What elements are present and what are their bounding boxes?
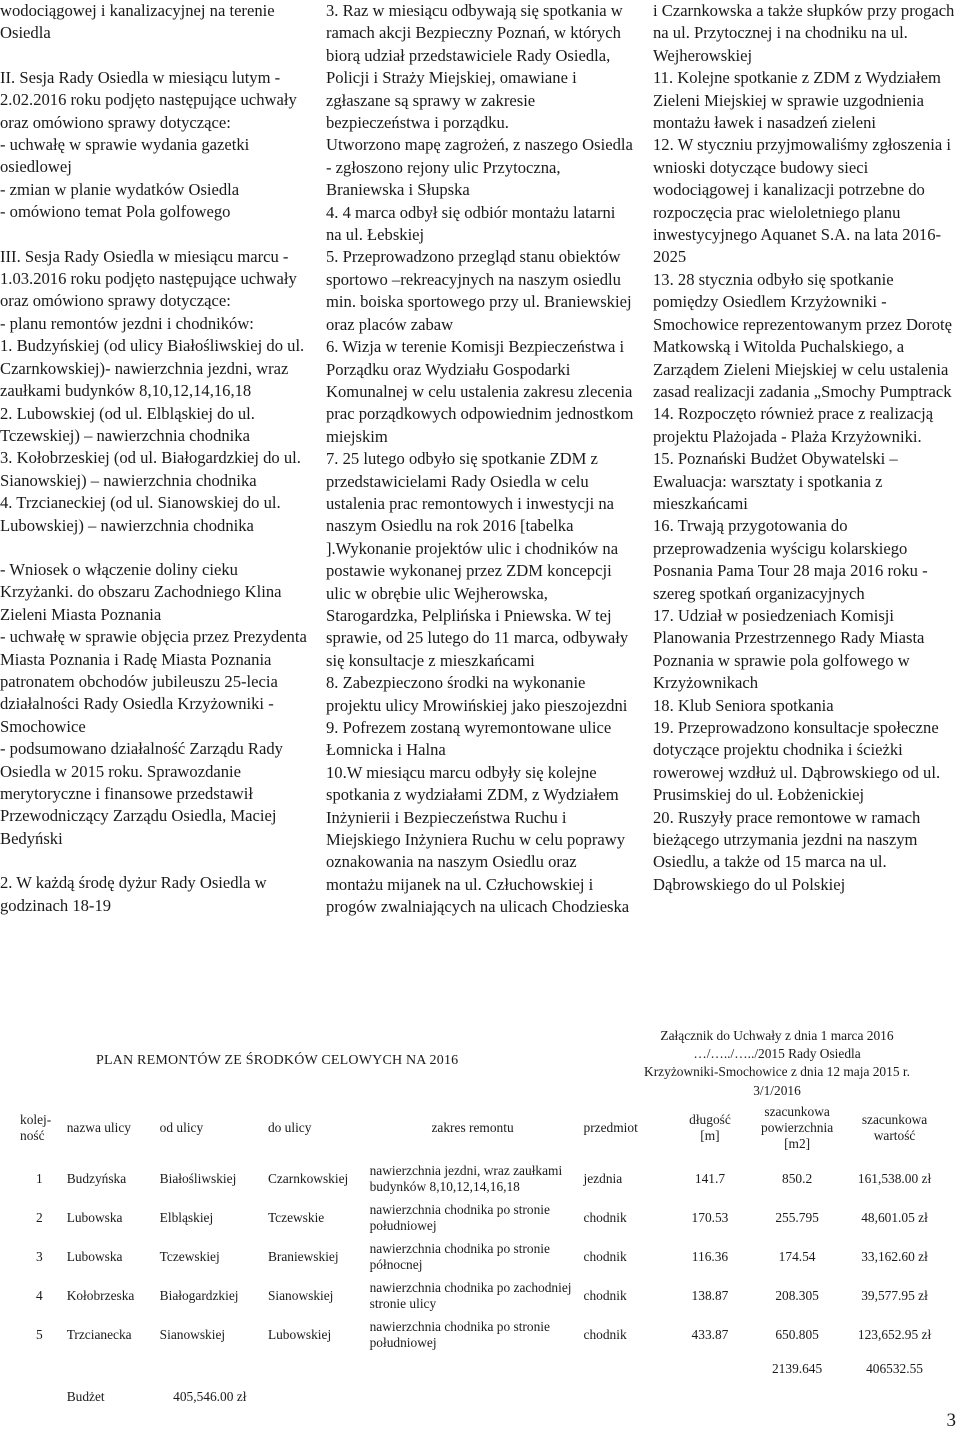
cell-street: Lubowska <box>66 1209 123 1225</box>
cell-value: 39,577.95 zł <box>861 1287 928 1303</box>
cell-from: Elbląskiej <box>159 1209 214 1225</box>
cell-value: 123,652.95 zł <box>857 1326 932 1342</box>
table-row <box>16 1198 946 1237</box>
table-header-row <box>16 1097 946 1159</box>
cell-from: Białogardzkiej <box>159 1287 239 1303</box>
cell-empty <box>16 1384 63 1410</box>
paragraph: i Czarnkowska a także słupków przy progach na ul. Przytocznej i na chodniku na ul. Wejherowskiej <box>653 1 955 65</box>
cell-to: Braniewskiej <box>267 1248 339 1264</box>
cell-to: Tczewskie <box>267 1209 325 1225</box>
paragraph: 2. W każdą środę dyżur Rady Osiedla w godzinach 18-19 <box>0 873 267 915</box>
cell-street: Kołobrzeska <box>66 1287 135 1303</box>
cell-order: 4 <box>35 1287 43 1303</box>
cell-empty <box>669 1354 751 1384</box>
header-area: szacunkowa powierzchnia [m2] <box>761 1104 834 1151</box>
annex-note: Załącznik do Uchwały z dnia 1 marca 2016 …/…../…../2015 Rady Osiedla Krzyżowniki-Smochowice z dnia 12 maja 2015 r. 3/1/2016 <box>644 1028 910 1098</box>
cell-empty <box>264 1384 366 1410</box>
column-right <box>653 0 959 896</box>
cell-street: Lubowska <box>66 1248 123 1264</box>
paragraph: 19. Przeprowadzono konsultacje społeczne dotyczące projektu chodnika i ścieżki rowerowej wzdłuż ul. Dąbrowskiego od ul. Prusimskiej do ul. Łobżenickiej <box>653 718 941 805</box>
cell-scope: nawierzchnia chodnika po stronie południowej <box>369 1318 550 1350</box>
cell-area: 650.805 <box>775 1326 819 1342</box>
cell-scope: nawierzchnia chodnika po zachodniej stronie ulicy <box>369 1279 572 1311</box>
paragraph: 5. Przeprowadzono przegląd stanu obiektów sportowo –rekreacyjnych na naszym osiedlu min. boiska sportowego przy ul. Braniewskiej oraz placów zabaw <box>326 247 632 334</box>
paragraph: 6. Wizja w terenie Komisji Bezpieczeństwa i Porządku oraz Wydziału Gospodarki Komunalnej w celu ustalenia zakresu zlecenia prac porządkowych odpowiednim jednostkom miejskim <box>326 337 634 446</box>
paragraph: 7. 25 lutego odbyło się spotkanie ZDM z przedstawicielami Rady Osiedla w celu ustalenia prac remontowych i inwestycji na naszym Osiedlu na rok 2016 [tabelka ].Wykonanie projektów ulic i chodników na postawie wykonanej przez ZDM koncepcji ulic w obrębie ulic Wejherowska, Starogardzka, Pelplińska i Pniewska. W tej sprawie, od 25 lutego do 11 marca, odbywały się konsultacje z mieszkańcami <box>326 449 629 670</box>
paragraph: 15. Poznański Budżet Obywatelski – Ewaluacja: warsztaty i spotkania z mieszkańcami <box>653 449 898 513</box>
paragraph: 3. Raz w miesiącu odbywają się spotkania w ramach akcji Bezpieczny Poznań, w których biorą udział przedstawiciele Rady Osiedla, Policji i Straży Miejskiej, omawiane i zgłaszane są sprawy w zakresie bezpieczeństwa i porządku. <box>326 1 623 133</box>
cell-empty <box>751 1384 843 1410</box>
cell-length: 433.87 <box>691 1326 729 1342</box>
paragraph-gap <box>0 850 308 872</box>
cell-from: Białośliwskiej <box>159 1170 237 1186</box>
cell-from: Sianowskiej <box>159 1326 226 1342</box>
cell-street: Budzyńska <box>66 1170 127 1186</box>
table-row <box>16 1159 946 1198</box>
cell-order: 3 <box>35 1248 43 1264</box>
cell-area: 850.2 <box>782 1170 813 1186</box>
cell-subject: chodnik <box>583 1287 627 1303</box>
paragraph-gap <box>0 537 308 559</box>
budget-value: 405,546.00 zł <box>173 1389 247 1404</box>
table-row <box>16 1237 946 1276</box>
paragraph: Utworzono mapę zagrożeń, z naszego Osiedla - zgłoszono rejony ulic Przytoczna, Braniewska i Słupska <box>326 135 633 200</box>
column-left <box>0 0 308 917</box>
paragraph: 20. Ruszyły prace remontowe w ramach bieżącego utrzymania jezdni na naszym Osiedlu, a także od 15 marca na ul. Dąbrowskiego do ul Polskiej <box>653 807 921 894</box>
paragraph: 13. 28 stycznia odbyło się spotkanie pomiędzy Osiedlem Krzyżowniki - Smochowice reprezentowanym przez Dorotę Matkowską i Witolda Puchalskiego, a Zarządem Zieleni Miejskiej w celu ustalenia zasad realizacji zadania „Smochy Pumptrack <box>653 269 953 401</box>
totals-row <box>16 1354 946 1384</box>
table-row <box>16 1315 946 1354</box>
cell-length: 141.7 <box>694 1170 726 1186</box>
paragraph: III. Sesja Rady Osiedla w miesiącu marcu - 1.03.2016 roku podjęto następujące uchwały oraz omówiono sprawy dotyczące: - planu remontów jezdni i chodników: 1. Budzyńskiej (od ulicy Białośliwskiej do ul. Czarnkowskiej)- nawierzchnia jezdni, wraz zaułkami budynków 8,10,12,14,16,18 2. Lubowskiej (od ul. Elbląskiej do ul. Tczewskiej) – nawierzchnia chodnika 3. Kołobrzeskiej (od ul. Białogardzkiej do ul. Sianowskiej) – nawierzchnia chodnika 4. Trzcianeckiej (od ul. Sianowskiej do ul. Lubowskiej) – nawierzchnia chodnika <box>0 246 305 535</box>
paragraph: 16. Trwają przygotowania do przeprowadzenia wyścigu kolarskiego Posnania Pama Tour 28 maja 2016 roku -szereg spotkań organizacyjnych <box>653 516 928 603</box>
header-to: do ulicy <box>267 1120 312 1135</box>
cell-subject: chodnik <box>583 1326 627 1342</box>
header-order: kolej- ność <box>20 1112 52 1143</box>
header-subject: przedmiot <box>583 1120 638 1135</box>
cell-to: Sianowskiej <box>267 1287 334 1303</box>
header-from: od ulicy <box>159 1120 204 1135</box>
cell-value: 161,538.00 zł <box>857 1170 932 1186</box>
budget-row <box>16 1384 946 1410</box>
cell-scope: nawierzchnia chodnika po stronie północnej <box>369 1240 550 1272</box>
cell-empty <box>669 1384 751 1410</box>
table-row <box>16 1276 946 1315</box>
cell-area: 174.54 <box>778 1248 816 1264</box>
cell-length: 138.87 <box>691 1287 729 1303</box>
cell-empty <box>580 1384 669 1410</box>
cell-subject: chodnik <box>583 1248 627 1264</box>
cell-scope: nawierzchnia jezdni, wraz zaułkami budynków 8,10,12,14,16,18 <box>369 1162 563 1194</box>
cell-street: Trzcianecka <box>66 1326 132 1342</box>
cell-empty <box>63 1354 156 1384</box>
header-value: szacunkowa wartość <box>861 1112 928 1143</box>
repair-plan-table <box>16 1097 946 1410</box>
cell-empty <box>264 1354 366 1384</box>
cell-order: 5 <box>35 1326 43 1342</box>
paragraph: 14. Rozpoczęto również prace z realizacją projektu Plażojada - Plaża Krzyżowniki. <box>653 404 934 446</box>
paragraph: 4. 4 marca odbył się odbiór montażu latarni na ul. Łebskiej <box>326 202 616 245</box>
paragraph-gap <box>0 224 308 246</box>
cell-order: 1 <box>35 1170 43 1186</box>
page-number: 3 <box>946 1410 956 1431</box>
paragraph: 12. W styczniu przyjmowaliśmy zgłoszenia i wnioski dotyczące budowy sieci wodociągowej i kanalizacji potrzebne do rozpoczęcia prac wieloletniego planu inwestycyjnego Aquanet S.A. na lata 2016-2025 <box>653 135 952 267</box>
cell-length: 170.53 <box>691 1209 729 1225</box>
cell-empty <box>366 1354 580 1384</box>
total-area: 2139.645 <box>771 1361 823 1376</box>
cell-to: Czarnkowskiej <box>267 1170 349 1186</box>
paragraph-gap <box>0 45 308 67</box>
cell-area: 208.305 <box>775 1287 819 1303</box>
header-length: długość [m] <box>689 1112 731 1143</box>
header-street: nazwa ulicy <box>66 1120 132 1135</box>
cell-subject: jezdnia <box>583 1170 623 1186</box>
plan-title: PLAN REMONTÓW ZE ŚRODKÓW CELOWYCH NA 2016 <box>96 1053 459 1068</box>
column-middle <box>326 0 634 919</box>
paragraph: 9. Pofrezem zostaną wyremontowane ulice Łomnicka i Halna <box>326 718 612 760</box>
cell-from: Tczewskiej <box>159 1248 220 1264</box>
cell-empty <box>580 1354 669 1384</box>
cell-value: 48,601.05 zł <box>861 1209 928 1225</box>
cell-length: 116.36 <box>691 1248 729 1264</box>
paragraph: 17. Udział w posiedzeniach Komisji Planowania Przestrzennego Rady Miasta Poznania w sprawie pola golfowego w Krzyżownikach <box>653 605 925 693</box>
cell-empty <box>843 1384 946 1410</box>
header-scope: zakres remontu <box>431 1120 514 1135</box>
cell-to: Lubowskiej <box>267 1326 332 1342</box>
cell-area: 255.795 <box>775 1209 819 1225</box>
cell-scope: nawierzchnia chodnika po stronie południowej <box>369 1201 550 1233</box>
paragraph: 11. Kolejne spotkanie z ZDM z Wydziałem Zieleni Miejskiej w sprawie uzgodnienia montażu ławek i nasadzeń zieleni <box>653 68 941 133</box>
cell-value: 33,162.60 zł <box>861 1248 928 1264</box>
budget-label: Budżet <box>66 1389 105 1404</box>
cell-order: 2 <box>35 1209 43 1225</box>
paragraph: wodociągowej i kanalizacyjnej na terenie Osiedla <box>0 1 275 43</box>
cell-empty <box>366 1384 580 1410</box>
paragraph: 8. Zabezpieczono środki na wykonanie projektu ulicy Mrowińskiej jako pieszojezdni <box>326 673 628 715</box>
paragraph: - Wniosek o włączenie doliny cieku Krzyżanki. do obszaru Zachodniego Klina Zieleni Miasta Poznania - uchwałę w sprawie objęcia przez Prezydenta Miasta Poznania i Radę Miasta Poznania patronatem obchodów jubileuszu 25-lecia działalności Rady Osiedla Krzyżowniki - Smochowice - podsumowano działalność Zarządu Rady Osiedla w 2015 roku. Sprawozdanie merytoryczne i finansowe przedstawił Przewodniczący Zarządu Osiedla, Maciej Bedyński <box>0 559 307 848</box>
cell-subject: chodnik <box>583 1209 627 1225</box>
paragraph: 10.W miesiącu marcu odbyły się kolejne spotkania z wydziałami ZDM, z Wydziałem Inżynierii i Bezpieczeństwa Ruchu i Miejskiego Inżyniera Ruchu w celu poprawy oznakowania na naszym Osiedlu oraz montażu mijanek na ul. Człuchowskiej i progów zwalniających na ulicach Chodzieska <box>326 762 630 917</box>
paragraph: 18. Klub Seniora spotkania <box>653 695 834 715</box>
paragraph: II. Sesja Rady Osiedla w miesiącu lutym - 2.02.2016 roku podjęto następujące uchwały oraz omówiono sprawy dotyczące: - uchwałę w sprawie wydania gazetki osiedlowej - zmian w planie wydatków Osiedla - omówiono temat Pola golfowego <box>0 67 297 222</box>
cell-empty <box>16 1354 63 1384</box>
cell-empty <box>156 1354 264 1384</box>
total-value: 406532.55 <box>866 1361 923 1376</box>
